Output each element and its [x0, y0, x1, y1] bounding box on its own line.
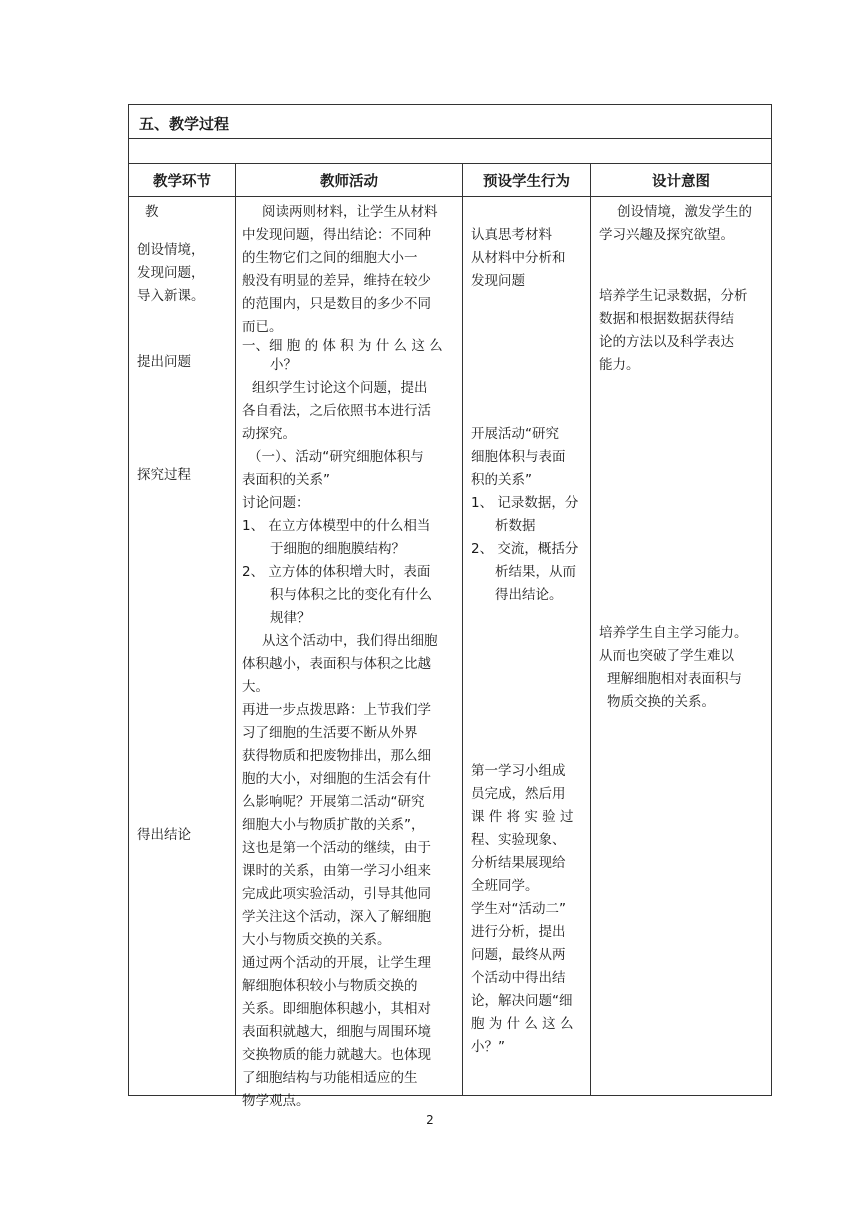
- text-line: 论，解决问题“细: [471, 993, 573, 1009]
- text-line: 创设情境，激发学生的: [617, 204, 752, 220]
- text-line: 的范围内，只是数目的多少不同: [242, 296, 431, 312]
- text-line: 探究过程: [137, 467, 191, 483]
- text-line: 表面积的关系”: [242, 472, 330, 488]
- text-line: 完成此项实验活动，引导其他同: [242, 886, 431, 902]
- text-line: 培养学生自主学习能力。: [599, 625, 748, 641]
- design-intent-cell: [591, 197, 772, 1096]
- text-line: 一、细 胞 的 体 积 为 什 么 这 么: [242, 338, 443, 354]
- header-teaching-stage: 教学环节: [129, 164, 236, 197]
- text-line: 习了细胞的生活要不断从外界: [242, 725, 418, 741]
- text-line: 而已。: [242, 319, 283, 335]
- text-line: 这也是第一个活动的继续，由于: [242, 840, 431, 856]
- text-line: 细胞体积与表面: [471, 449, 566, 465]
- text-line: 导入新课。: [137, 288, 205, 304]
- document-page: [128, 104, 771, 1109]
- header-student-behavior: 预设学生行为: [463, 164, 591, 197]
- text-line: 发现问题: [471, 273, 525, 289]
- content-row: [129, 197, 772, 1096]
- teacher-activity-cell: [236, 197, 463, 1109]
- spacer-row: [129, 139, 772, 164]
- text-line: 学习兴趣及探究欲望。: [599, 227, 734, 243]
- text-line: 从材料中分析和: [471, 250, 566, 266]
- text-line: 数据和根据数据获得结: [599, 311, 734, 327]
- text-line: 创设情境，: [137, 242, 205, 258]
- text-line: 么影响呢？开展第二活动“研究: [242, 794, 425, 810]
- text-line: 析结果，从而: [495, 564, 576, 580]
- text-line: 的生物它们之间的细胞大小一: [242, 250, 418, 266]
- text-line: 认真思考材料: [471, 227, 552, 243]
- page-number: 2: [426, 1113, 434, 1127]
- text-line: 程、实验现象、: [471, 832, 566, 848]
- text-line: 开展活动“研究: [471, 426, 559, 442]
- text-line: 关系。即细胞体积越小，其相对: [242, 1001, 431, 1017]
- text-line: 提出问题: [137, 354, 191, 370]
- text-line: 再进一步点拨思路：上节我们学: [242, 702, 431, 718]
- text-line: 各自看法，之后依照书本进行活: [242, 403, 431, 419]
- text-line: 员完成，然后用: [471, 786, 566, 802]
- text-line: 大。: [242, 679, 269, 695]
- text-line: 交换物质的能力就越大。也体现: [242, 1047, 431, 1063]
- text-line: 2、 立方体的体积增大时，表面: [242, 564, 431, 580]
- text-line: （一）、活动“研究细胞体积与: [248, 449, 424, 465]
- text-line: 动探究。: [242, 426, 296, 442]
- text-line: 第一学习小组成: [471, 763, 566, 779]
- text-line: 1、 在立方体模型中的什么相当: [242, 518, 431, 534]
- text-line: 通过两个活动的开展，让学生理: [242, 955, 431, 971]
- text-line: 阅读两则材料，让学生从材料: [262, 204, 438, 220]
- text-line: 解细胞体积较小与物质交换的: [242, 978, 418, 994]
- header-row: [129, 164, 772, 197]
- text-line: 学关注这个活动，深入了解细胞: [242, 909, 431, 925]
- text-line: 小？”: [471, 1039, 505, 1055]
- section-title: 五、教学过程: [129, 105, 772, 139]
- text-line: 获得物质和把废物排出，那么细: [242, 748, 431, 764]
- text-line: 分析结果展现给: [471, 855, 566, 871]
- text-line: 发现问题，: [137, 265, 205, 281]
- text-line: 般没有明显的差异，维持在较少: [242, 273, 431, 289]
- text-line: 课 件 将 实 验 过: [471, 809, 574, 825]
- text-line: 从而也突破了学生难以: [599, 648, 734, 664]
- text-line: 全班同学。: [471, 878, 539, 894]
- teaching-stage-cell: [129, 197, 236, 1096]
- text-line: 得出结论。: [495, 587, 563, 603]
- text-line: 组织学生讨论这个问题，提出: [252, 380, 428, 396]
- text-line: 于细胞的细胞膜结构？: [270, 541, 405, 557]
- text-line: 个活动中得出结: [471, 970, 566, 986]
- text-line: 理解细胞相对表面积与: [607, 671, 742, 687]
- text-line: 表面积就越大，细胞与周围环境: [242, 1024, 431, 1040]
- text-line: 论的方法以及科学表达: [599, 334, 734, 350]
- text-line: 得出结论: [137, 827, 191, 843]
- text-line: 物学观点。: [242, 1093, 310, 1109]
- text-line: 1、 记录数据，分: [471, 495, 579, 511]
- student-behavior-cell: [463, 197, 591, 1096]
- text-line: 积的关系”: [471, 472, 532, 488]
- text-line: 胞的大小，对细胞的生活会有什: [242, 771, 431, 787]
- text-line: 课时的关系，由第一学习小组来: [242, 863, 431, 879]
- header-design-intent: 设计意图: [591, 164, 772, 197]
- text-line: 细胞大小与物质扩散的关系”，: [242, 817, 425, 833]
- text-line: 从这个活动中，我们得出细胞: [262, 633, 438, 649]
- text-line: 积与体积之比的变化有什么: [270, 587, 432, 603]
- text-line: 析数据: [495, 518, 536, 534]
- text-line: 中发现问题，得出结论：不同种: [242, 227, 431, 243]
- text-line: 问题，最终从两: [471, 947, 566, 963]
- text-line: 培养学生记录数据，分析: [599, 288, 748, 304]
- text-line: 物质交换的关系。: [607, 694, 715, 710]
- text-line: 体积越小，表面积与体积之比越: [242, 656, 431, 672]
- text-line: 小？: [270, 357, 297, 373]
- text-line: 2、 交流，概括分: [471, 541, 579, 557]
- teaching-process-table: [128, 104, 772, 1109]
- text-line: 了细胞结构与功能相适应的生: [242, 1070, 418, 1086]
- text-line: 胞 为 什 么 这 么: [471, 1016, 574, 1032]
- text-line: 学生对“活动二”: [471, 901, 566, 917]
- text-line: 教: [145, 204, 159, 220]
- text-line: 大小与物质交换的关系。: [242, 932, 391, 948]
- header-teacher-activity: 教师活动: [236, 164, 463, 197]
- text-line: 讨论问题：: [242, 495, 310, 511]
- text-line: 能力。: [599, 357, 640, 373]
- text-line: 规律？: [270, 610, 311, 626]
- text-line: 进行分析，提出: [471, 924, 566, 940]
